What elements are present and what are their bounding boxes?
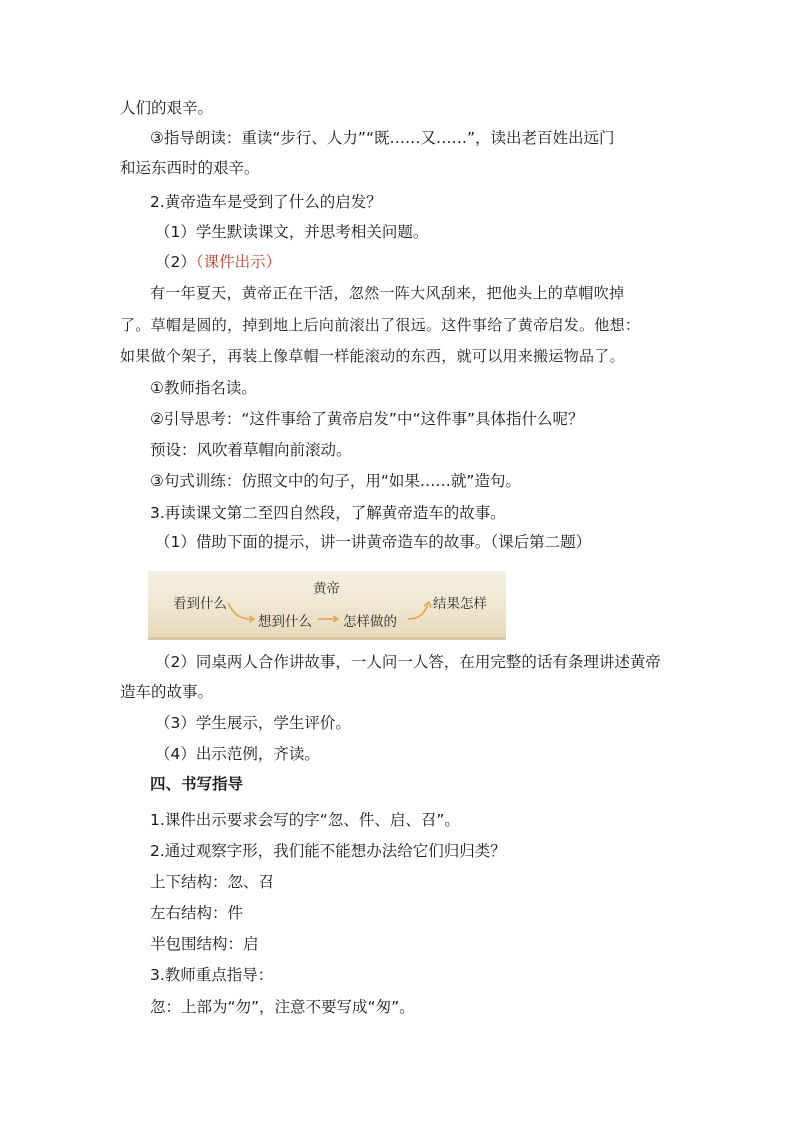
hint-step: 看到什么: [173, 596, 227, 612]
text-line: （4）出示范例，齐读。: [155, 745, 320, 763]
text-line: （1）借助下面的提示，讲一讲黄帝造车的故事。（课后第二题）: [155, 533, 592, 551]
quoted-passage: 了。草帽是圆的，掉到地上后向前滚出了很远。这件事给了黄帝启发。他想：: [120, 316, 641, 334]
text-line: 3.教师重点指导：: [150, 966, 274, 984]
hint-step: 想到什么: [258, 614, 312, 630]
text-line: ①教师指名读。: [150, 379, 257, 397]
text-line: 半包围结构：启: [150, 935, 259, 953]
story-hint-diagram: [148, 571, 506, 640]
courseware-label: （课件出示）: [195, 253, 282, 271]
text-line: 和运东西时的艰辛。: [120, 159, 260, 177]
text-line: 2.通过观察字形，我们能不能想办法给它们归归类？: [150, 842, 506, 860]
text-line: 造车的故事。: [120, 683, 214, 701]
quoted-passage: 有一年夏天，黄帝正在干活，忽然一阵大风刮来，把他头上的草帽吹掉: [150, 284, 625, 302]
hint-step: 怎样做的: [343, 614, 397, 630]
section-heading: 四、书写指导: [150, 775, 244, 793]
text-line: ③句式训练：仿照文中的句子，用“如果……就”造句。: [150, 472, 521, 490]
text-line: （2）（课件出示）: [155, 253, 282, 271]
quoted-passage: 如果做个架子，再装上像草帽一样能滚动的东西，就可以用来搬运物品了。: [120, 347, 625, 365]
hint-title: 黄帝: [313, 581, 340, 597]
question-heading: 3.再读课文第二至四自然段，了解黄帝造车的故事。: [150, 504, 506, 522]
text-line: 预设：风吹着草帽向前滚动。: [150, 441, 352, 459]
text-line: 上下结构：忽、召: [150, 873, 275, 891]
hint-step: 结果怎样: [433, 596, 487, 612]
text-line: 1.课件出示要求会写的字“忽、件、启、召”。: [150, 811, 460, 829]
question-heading: 2.黄帝造车是受到了什么的启发？: [150, 193, 382, 211]
text-line: ③指导朗读：重读“步行、人力”“既……又……”，读出老百姓出远门: [150, 129, 615, 147]
text-line: ②引导思考：“这件事给了黄帝启发”中“这件事”具体指什么呢？: [150, 410, 584, 428]
text-line: 忽：上部为“勿”，注意不要写成“匆”。: [150, 998, 415, 1016]
text-line: 左右结构：件: [150, 904, 244, 922]
text-line: （3）学生展示，学生评价。: [155, 714, 351, 732]
text-line: （1）学生默读课文，并思考相关问题。: [155, 223, 429, 241]
text-line: 人们的艰辛。: [120, 99, 214, 117]
text-line: （2）同桌两人合作讲故事，一人问一人答，在用完整的话有条理讲述黄帝: [155, 653, 661, 671]
